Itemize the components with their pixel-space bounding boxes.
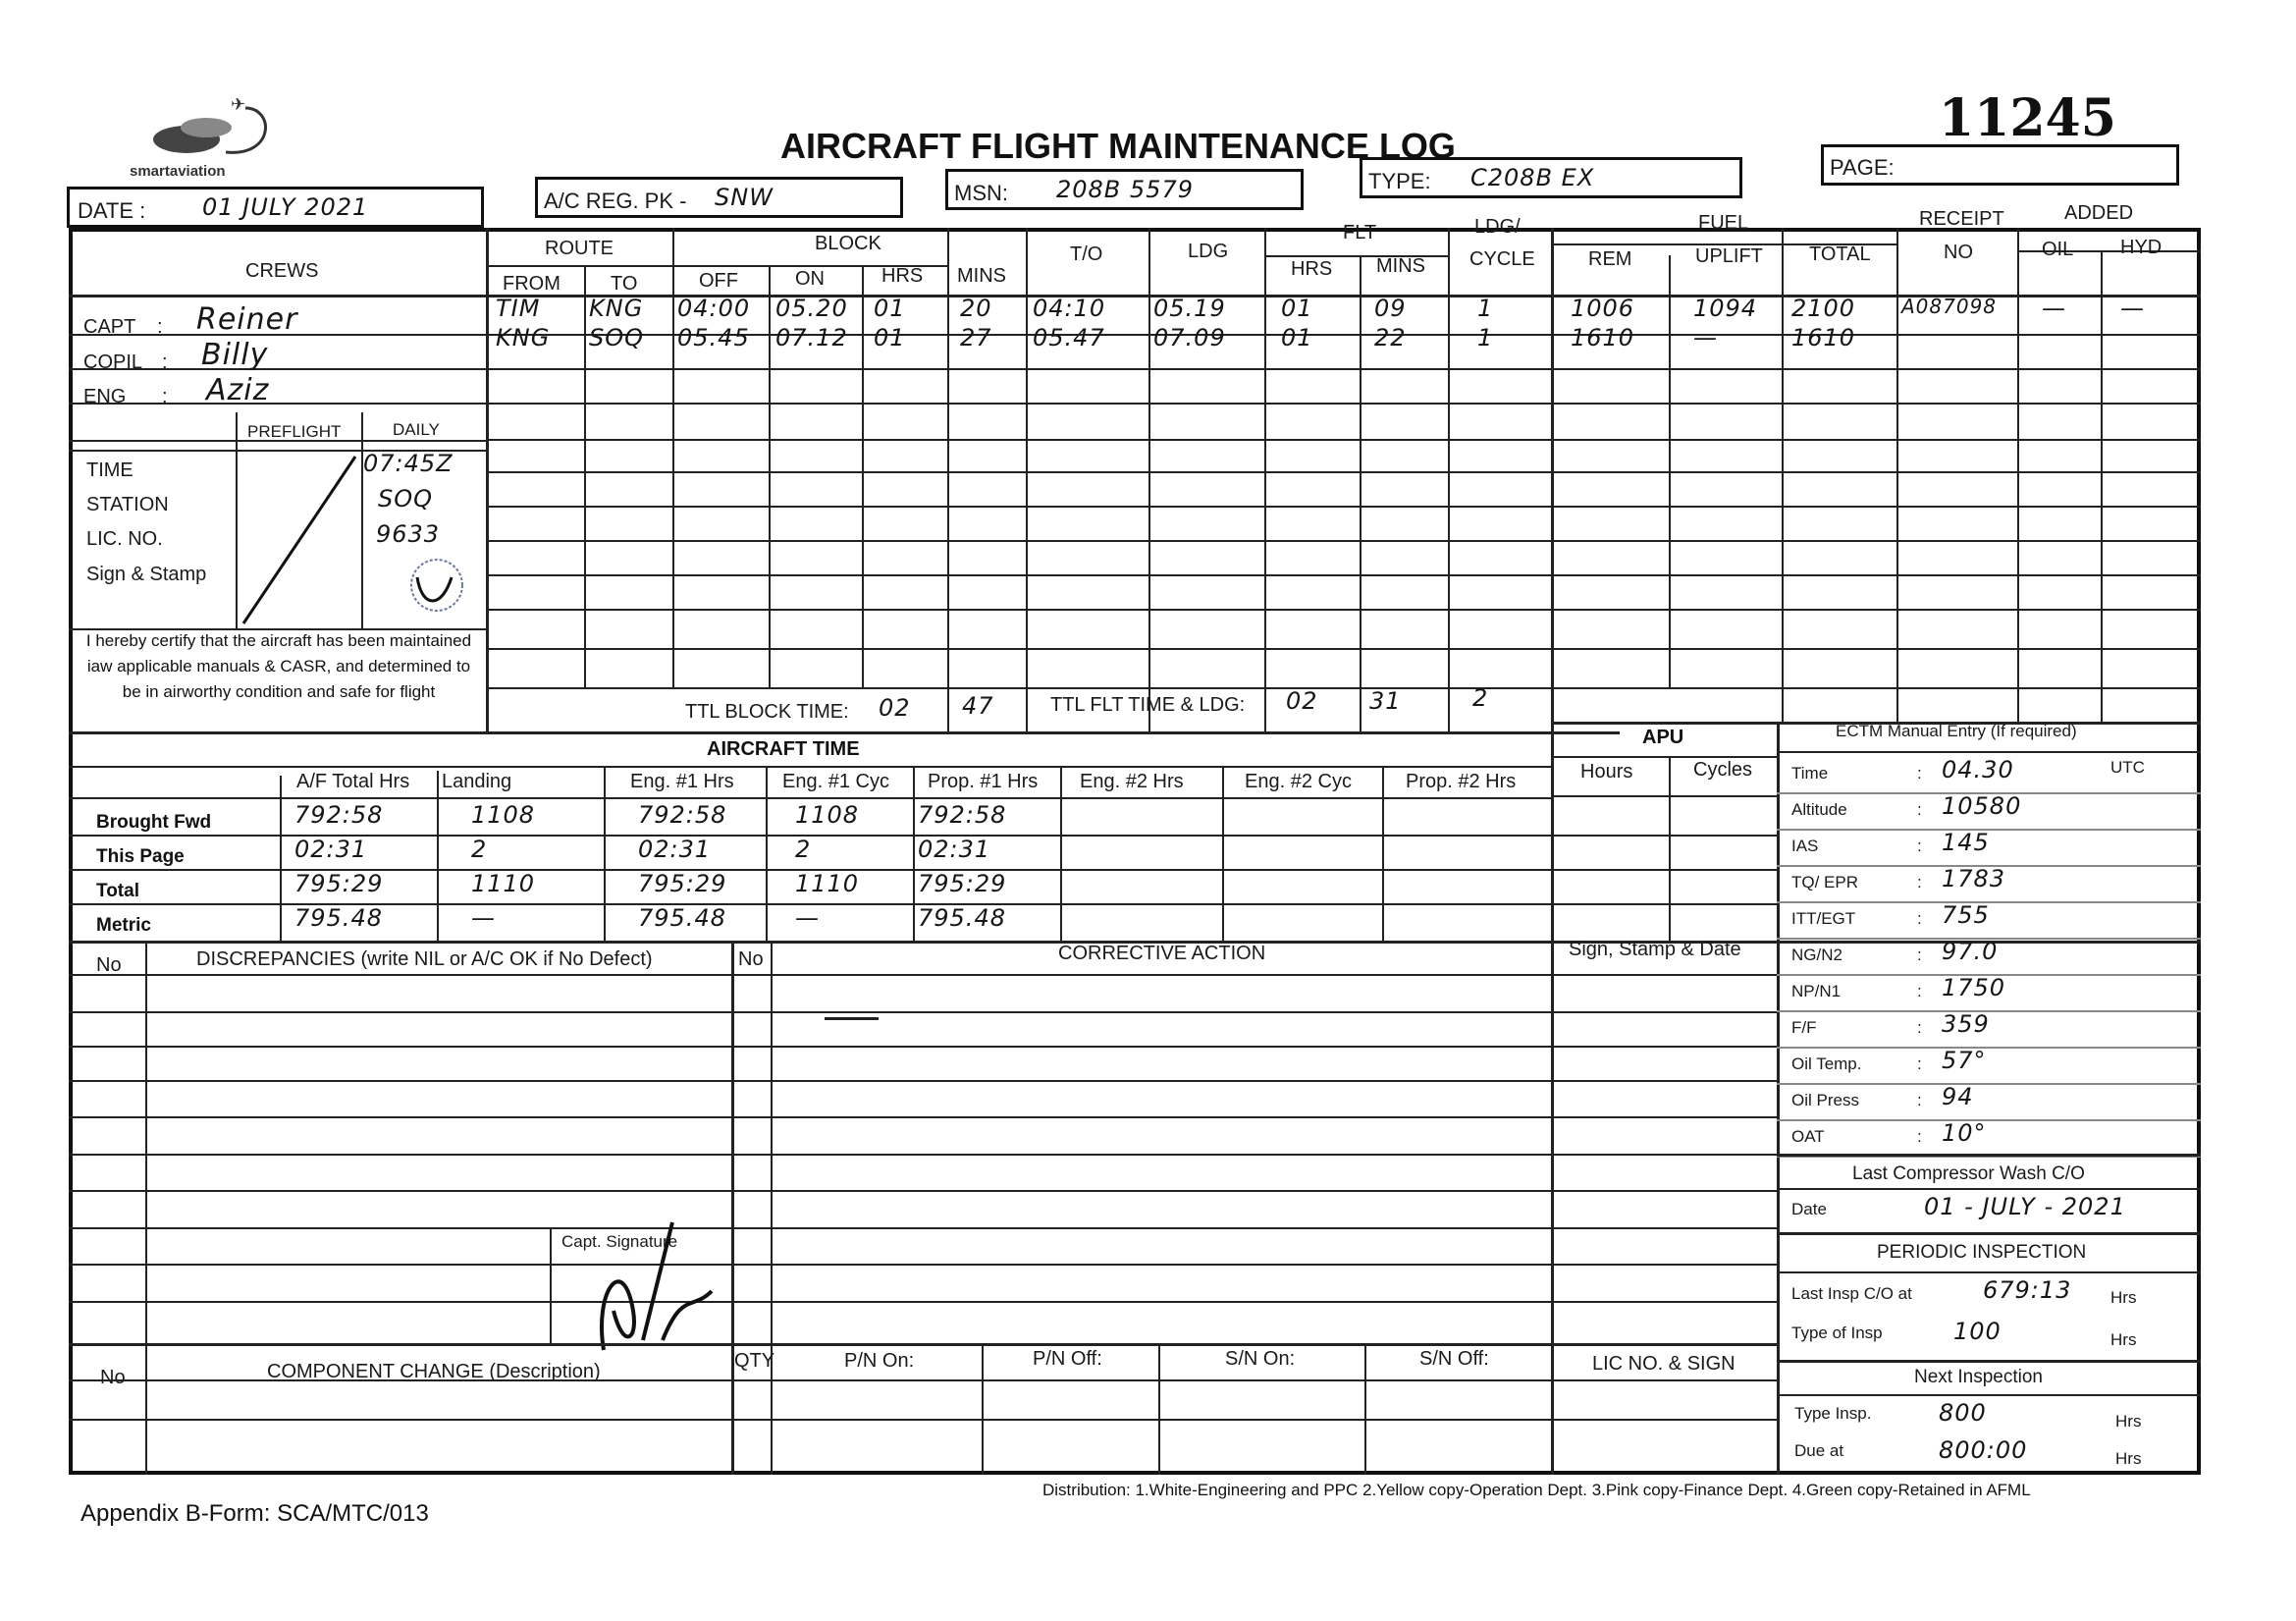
flight-1-total[interactable]: 2100 bbox=[1791, 295, 1856, 322]
aircraft-time-value[interactable]: 02:31 bbox=[294, 836, 368, 863]
ectm-label: ITT/EGT bbox=[1791, 909, 1856, 928]
aircraft-time-value[interactable]: 792:58 bbox=[638, 801, 727, 829]
aircraft-time-value[interactable]: 795:29 bbox=[638, 870, 727, 897]
oil-header: OIL bbox=[2042, 239, 2074, 260]
block-header: BLOCK bbox=[815, 233, 881, 254]
disc-header: DISCREPANCIES (write NIL or A/C OK if No Defect) bbox=[196, 948, 653, 970]
reg-value: SNW bbox=[715, 184, 774, 211]
aircraft-time-row-label: This Page bbox=[96, 846, 185, 867]
flight-2-flt-hrs[interactable]: 01 bbox=[1281, 324, 1313, 351]
due-label: Due at bbox=[1794, 1441, 1844, 1460]
corrective-dash bbox=[825, 1017, 879, 1020]
captain-signature bbox=[584, 1193, 741, 1355]
next-insp-title: Next Inspection bbox=[1914, 1367, 2043, 1387]
form-title: AIRCRAFT FLIGHT MAINTENANCE LOG bbox=[780, 126, 1456, 166]
ttl-flt-label: TTL FLT TIME & LDG: bbox=[1050, 694, 1246, 716]
flight-1-to[interactable]: KNG bbox=[589, 295, 644, 322]
msn-label: MSN: bbox=[954, 181, 1008, 205]
flight-1-flt-mins[interactable]: 09 bbox=[1374, 295, 1407, 322]
aircraft-time-title: AIRCRAFT TIME bbox=[707, 738, 860, 760]
last-insp-hrs: Hrs bbox=[2110, 1288, 2137, 1307]
ectm-label: NG/N2 bbox=[1791, 946, 1842, 964]
date-label: DATE : bbox=[78, 198, 146, 223]
ectm-label: IAS bbox=[1791, 837, 1819, 855]
aircraft-time-value[interactable]: 795:29 bbox=[294, 870, 384, 897]
flt-hrs-header: HRS bbox=[1291, 258, 1333, 280]
flight-1-off[interactable]: 04:00 bbox=[677, 295, 751, 322]
preflight-header: PREFLIGHT bbox=[247, 422, 342, 441]
aircraft-time-value[interactable]: — bbox=[471, 904, 496, 932]
sign-label: Sign & Stamp bbox=[86, 564, 207, 585]
aircraft-time-header-2: Landing bbox=[442, 771, 512, 792]
periodic-title: PERIODIC INSPECTION bbox=[1877, 1242, 2087, 1263]
ectm-value[interactable]: 359 bbox=[1942, 1010, 1990, 1038]
compressor-date-label: Date bbox=[1791, 1200, 1827, 1218]
receipt-header: RECEIPT bbox=[1919, 208, 2004, 230]
ldg-header: LDG bbox=[1188, 241, 1229, 262]
type-value: C208B EX bbox=[1470, 164, 1595, 191]
ectm-label: OAT bbox=[1791, 1127, 1825, 1146]
ectm-colon: : bbox=[1917, 800, 1922, 819]
flight-1-uplift[interactable]: 1094 bbox=[1693, 295, 1758, 322]
ectm-colon: : bbox=[1917, 1091, 1922, 1109]
aircraft-time-value[interactable]: 795.48 bbox=[918, 904, 1006, 932]
aircraft-time-value[interactable]: 1108 bbox=[471, 801, 536, 829]
copil-sep: : bbox=[162, 351, 168, 373]
aircraft-time-value[interactable]: 795.48 bbox=[638, 904, 726, 932]
pn-off-header: P/N Off: bbox=[1033, 1348, 1102, 1370]
ectm-utc: UTC bbox=[2110, 758, 2145, 777]
compressor-date-value[interactable]: 01 - JULY - 2021 bbox=[1924, 1193, 2126, 1220]
flight-2-on[interactable]: 07.12 bbox=[775, 324, 848, 351]
aircraft-time-value[interactable]: 795:29 bbox=[918, 870, 1007, 897]
added-header: ADDED bbox=[2064, 202, 2134, 224]
next-type-hrs: Hrs bbox=[2115, 1412, 2142, 1431]
flight-1-hyd[interactable]: — bbox=[2120, 295, 2145, 322]
pn-on-header: P/N On: bbox=[844, 1350, 915, 1372]
flight-2-mins[interactable]: 27 bbox=[960, 324, 992, 351]
capt-signature-label: Capt. Signature bbox=[561, 1232, 678, 1251]
daily-lic-value[interactable]: 9633 bbox=[376, 520, 441, 548]
next-type-label: Type Insp. bbox=[1794, 1404, 1872, 1423]
apu-hours-header: Hours bbox=[1580, 761, 1633, 783]
page-label: PAGE: bbox=[1830, 155, 1895, 180]
ldg-cycle-header-1: LDG/ bbox=[1474, 216, 1521, 238]
aircraft-time-header-8: Prop. #2 Hrs bbox=[1406, 771, 1517, 792]
flight-1-from[interactable]: TIM bbox=[496, 295, 541, 322]
distribution-note: Distribution: 1.White-Engineering and PPC 2.Yellow copy-Operation Dept. 3.Pink copy-Finance Dept. 4.Green copy-Retained in AFML bbox=[1042, 1481, 2031, 1499]
aircraft-time-value[interactable]: 792:58 bbox=[294, 801, 384, 829]
qty-header: QTY bbox=[734, 1350, 775, 1372]
ectm-value[interactable]: 97.0 bbox=[1942, 938, 1999, 965]
stamp-icon bbox=[393, 550, 471, 619]
date-value: 01 JULY 2021 bbox=[202, 193, 369, 221]
flight-1-flt-hrs[interactable]: 01 bbox=[1281, 295, 1313, 322]
capt-value[interactable]: Reiner bbox=[196, 302, 298, 337]
flight-2-rem[interactable]: 1610 bbox=[1571, 324, 1635, 351]
msn-value: 208B 5579 bbox=[1056, 176, 1194, 203]
ectm-label: Oil Temp. bbox=[1791, 1054, 1862, 1073]
off-header: OFF bbox=[699, 270, 738, 292]
aircraft-time-value[interactable]: 2 bbox=[795, 836, 812, 863]
ectm-colon: : bbox=[1917, 909, 1922, 928]
eng-sep: : bbox=[162, 386, 168, 407]
flight-1-receipt[interactable]: A087098 bbox=[1901, 295, 1998, 318]
eng-value[interactable]: Aziz bbox=[206, 373, 270, 407]
aircraft-time-value[interactable]: 1110 bbox=[471, 870, 536, 897]
hrs-header: HRS bbox=[881, 265, 924, 287]
aircraft-time-row-label: Brought Fwd bbox=[96, 812, 212, 833]
flight-1-cycle[interactable]: 1 bbox=[1477, 295, 1494, 322]
ectm-value[interactable]: 145 bbox=[1942, 829, 1990, 856]
type-insp-value[interactable]: 100 bbox=[1953, 1318, 2002, 1345]
page-box[interactable] bbox=[1821, 144, 2179, 186]
sn-on-header: S/N On: bbox=[1225, 1348, 1296, 1370]
ectm-colon: : bbox=[1917, 764, 1922, 783]
disc-no-header: No bbox=[96, 954, 122, 976]
from-header: FROM bbox=[503, 273, 561, 295]
ectm-divider bbox=[1777, 1083, 2201, 1085]
type-label: TYPE: bbox=[1368, 169, 1431, 193]
ttl-block-label: TTL BLOCK TIME: bbox=[685, 701, 849, 723]
flight-2-off[interactable]: 05.45 bbox=[677, 324, 750, 351]
reg-label: A/C REG. PK - bbox=[544, 189, 687, 213]
comp-no-header: No bbox=[100, 1367, 126, 1388]
last-insp-label: Last Insp C/O at bbox=[1791, 1284, 1912, 1303]
time-label: TIME bbox=[86, 459, 133, 481]
ectm-label: TQ/ EPR bbox=[1791, 873, 1859, 892]
ectm-colon: : bbox=[1917, 982, 1922, 1000]
ectm-label: F/F bbox=[1791, 1018, 1817, 1037]
flight-2-from[interactable]: KNG bbox=[496, 324, 551, 351]
flt-mins-header: MINS bbox=[1376, 255, 1425, 277]
ttl-ldg[interactable]: 2 bbox=[1472, 684, 1489, 712]
ectm-label: Oil Press bbox=[1791, 1091, 1859, 1109]
aircraft-time-header-5: Prop. #1 Hrs bbox=[928, 771, 1039, 792]
ttl-block-hrs[interactable]: 02 bbox=[879, 694, 911, 722]
aircraft-time-value[interactable]: — bbox=[795, 904, 820, 932]
ectm-title: ECTM Manual Entry (If required) bbox=[1836, 722, 2077, 740]
msn-box[interactable] bbox=[945, 169, 1304, 210]
ca-no-header: No bbox=[738, 948, 764, 970]
aircraft-time-value[interactable]: 1110 bbox=[795, 870, 860, 897]
flight-1-oil[interactable]: — bbox=[2042, 295, 2066, 322]
sn-off-header: S/N Off: bbox=[1419, 1348, 1489, 1370]
ectm-divider bbox=[1777, 1119, 2201, 1121]
serial-number: 11245 bbox=[1939, 88, 2116, 148]
aircraft-time-header-7: Eng. #2 Cyc bbox=[1245, 771, 1352, 792]
lic-label: LIC. NO. bbox=[86, 528, 163, 550]
copil-value[interactable]: Billy bbox=[201, 338, 269, 372]
aircraft-time-row-label: Metric bbox=[96, 915, 151, 936]
flight-2-uplift[interactable]: — bbox=[1693, 324, 1718, 351]
aircraft-time-row-label: Total bbox=[96, 881, 139, 901]
ectm-colon: : bbox=[1917, 946, 1922, 964]
ectm-colon: : bbox=[1917, 1018, 1922, 1037]
apu-title: APU bbox=[1642, 727, 1684, 748]
reg-box[interactable] bbox=[535, 177, 903, 218]
aircraft-time-value[interactable]: 02:31 bbox=[918, 836, 991, 863]
eng-label: ENG bbox=[83, 386, 127, 407]
ectm-value[interactable]: 94 bbox=[1942, 1083, 1974, 1110]
copil-label: COPIL bbox=[83, 351, 143, 373]
ectm-label: Altitude bbox=[1791, 800, 1847, 819]
due-hrs: Hrs bbox=[2115, 1449, 2142, 1468]
ttl-flt-mins[interactable]: 31 bbox=[1369, 687, 1402, 715]
type-box[interactable] bbox=[1360, 157, 1742, 198]
to-time-header: T/O bbox=[1070, 243, 1103, 265]
crews-header: CREWS bbox=[245, 260, 319, 282]
flight-1-to-time[interactable]: 04:10 bbox=[1033, 295, 1106, 322]
ectm-value[interactable]: 57° bbox=[1942, 1047, 1987, 1074]
logo-text: smartaviation bbox=[130, 163, 226, 180]
flt-header: FLT bbox=[1343, 222, 1377, 243]
flight-1-on[interactable]: 05.20 bbox=[775, 295, 848, 322]
ectm-colon: : bbox=[1917, 837, 1922, 855]
type-insp-label: Type of Insp bbox=[1791, 1324, 1883, 1342]
type-insp-hrs: Hrs bbox=[2110, 1330, 2137, 1349]
certify-text: I hereby certify that the aircraft has been maintained iaw applicable manuals & CASR, and determined to be in airworthy condition and safe for flight bbox=[85, 631, 472, 701]
flight-2-ldg[interactable]: 07.09 bbox=[1153, 324, 1226, 351]
aircraft-time-value[interactable]: 02:31 bbox=[638, 836, 712, 863]
preflight-strike-line bbox=[236, 452, 363, 628]
receipt-no-header: NO bbox=[1944, 242, 1973, 263]
ttl-flt-hrs[interactable]: 02 bbox=[1286, 687, 1318, 715]
ldg-cycle-header-2: CYCLE bbox=[1469, 248, 1535, 270]
sign-stamp-header: Sign, Stamp & Date bbox=[1569, 939, 1741, 960]
comp-header: COMPONENT CHANGE (Description) bbox=[267, 1361, 601, 1382]
rem-header: REM bbox=[1588, 248, 1632, 270]
ectm-value[interactable]: 04.30 bbox=[1942, 756, 2014, 783]
route-header: ROUTE bbox=[545, 238, 614, 259]
uplift-header: UPLIFT bbox=[1695, 245, 1763, 267]
flight-2-cycle[interactable]: 1 bbox=[1477, 324, 1494, 351]
ectm-colon: : bbox=[1917, 873, 1922, 892]
svg-text:✈: ✈ bbox=[231, 98, 246, 114]
total-header: TOTAL bbox=[1809, 243, 1871, 265]
fuel-header: FUEL bbox=[1698, 212, 1749, 234]
capt-sep: : bbox=[157, 316, 163, 338]
flight-2-to[interactable]: SOQ bbox=[589, 324, 645, 351]
ectm-value[interactable]: 1783 bbox=[1942, 865, 2006, 892]
date-box[interactable] bbox=[67, 187, 484, 228]
last-insp-value[interactable]: 679:13 bbox=[1983, 1276, 2072, 1304]
due-value[interactable]: 800:00 bbox=[1939, 1436, 2028, 1464]
apu-cycles-header: Cycles bbox=[1693, 759, 1753, 781]
logo bbox=[128, 98, 294, 187]
daily-station-value[interactable]: SOQ bbox=[378, 485, 434, 513]
ectm-value[interactable]: 10° bbox=[1942, 1119, 1987, 1147]
corrective-header: CORRECTIVE ACTION bbox=[1058, 943, 1266, 964]
ectm-divider bbox=[1777, 1047, 2201, 1049]
ectm-value[interactable]: 755 bbox=[1942, 901, 1990, 929]
station-label: STATION bbox=[86, 494, 169, 515]
ectm-colon: : bbox=[1917, 1127, 1922, 1146]
ectm-label: NP/N1 bbox=[1791, 982, 1842, 1000]
hyd-header: HYD bbox=[2120, 237, 2163, 258]
capt-label: CAPT bbox=[83, 316, 136, 338]
aircraft-time-header-1: A/F Total Hrs bbox=[296, 771, 410, 792]
flight-1-hrs[interactable]: 01 bbox=[874, 295, 906, 322]
ectm-colon: : bbox=[1917, 1054, 1922, 1073]
aircraft-time-value[interactable]: 1108 bbox=[795, 801, 860, 829]
ectm-value[interactable]: 10580 bbox=[1942, 792, 2022, 820]
mins-header: MINS bbox=[957, 265, 1006, 287]
aircraft-time-value[interactable]: 2 bbox=[471, 836, 488, 863]
flight-1-rem[interactable]: 1006 bbox=[1571, 295, 1635, 322]
flight-2-flt-mins[interactable]: 22 bbox=[1374, 324, 1407, 351]
aircraft-time-header-6: Eng. #2 Hrs bbox=[1080, 771, 1184, 792]
on-header: ON bbox=[795, 268, 825, 290]
form-number: Appendix B-Form: SCA/MTC/013 bbox=[80, 1500, 429, 1527]
to-header: TO bbox=[611, 273, 638, 295]
lic-sign-header: LIC NO. & SIGN bbox=[1592, 1353, 1735, 1375]
flight-1-mins[interactable]: 20 bbox=[960, 295, 992, 322]
flight-1-ldg[interactable]: 05.19 bbox=[1153, 295, 1226, 322]
daily-header: DAILY bbox=[393, 420, 440, 439]
ectm-label: Time bbox=[1791, 764, 1829, 783]
aircraft-time-header-3: Eng. #1 Hrs bbox=[630, 771, 734, 792]
flight-2-hrs[interactable]: 01 bbox=[874, 324, 906, 351]
flight-2-total[interactable]: 1610 bbox=[1791, 324, 1856, 351]
daily-time-value[interactable]: 07:45Z bbox=[363, 450, 454, 477]
aircraft-time-value[interactable]: 795.48 bbox=[294, 904, 383, 932]
next-type-value[interactable]: 800 bbox=[1939, 1399, 1987, 1427]
ectm-value[interactable]: 1750 bbox=[1942, 974, 2006, 1001]
flight-2-to-time[interactable]: 05.47 bbox=[1033, 324, 1105, 351]
aircraft-time-value[interactable]: 792:58 bbox=[918, 801, 1007, 829]
ttl-block-mins[interactable]: 47 bbox=[962, 692, 994, 720]
compressor-title: Last Compressor Wash C/O bbox=[1852, 1163, 2085, 1184]
aircraft-time-header-4: Eng. #1 Cyc bbox=[782, 771, 889, 792]
